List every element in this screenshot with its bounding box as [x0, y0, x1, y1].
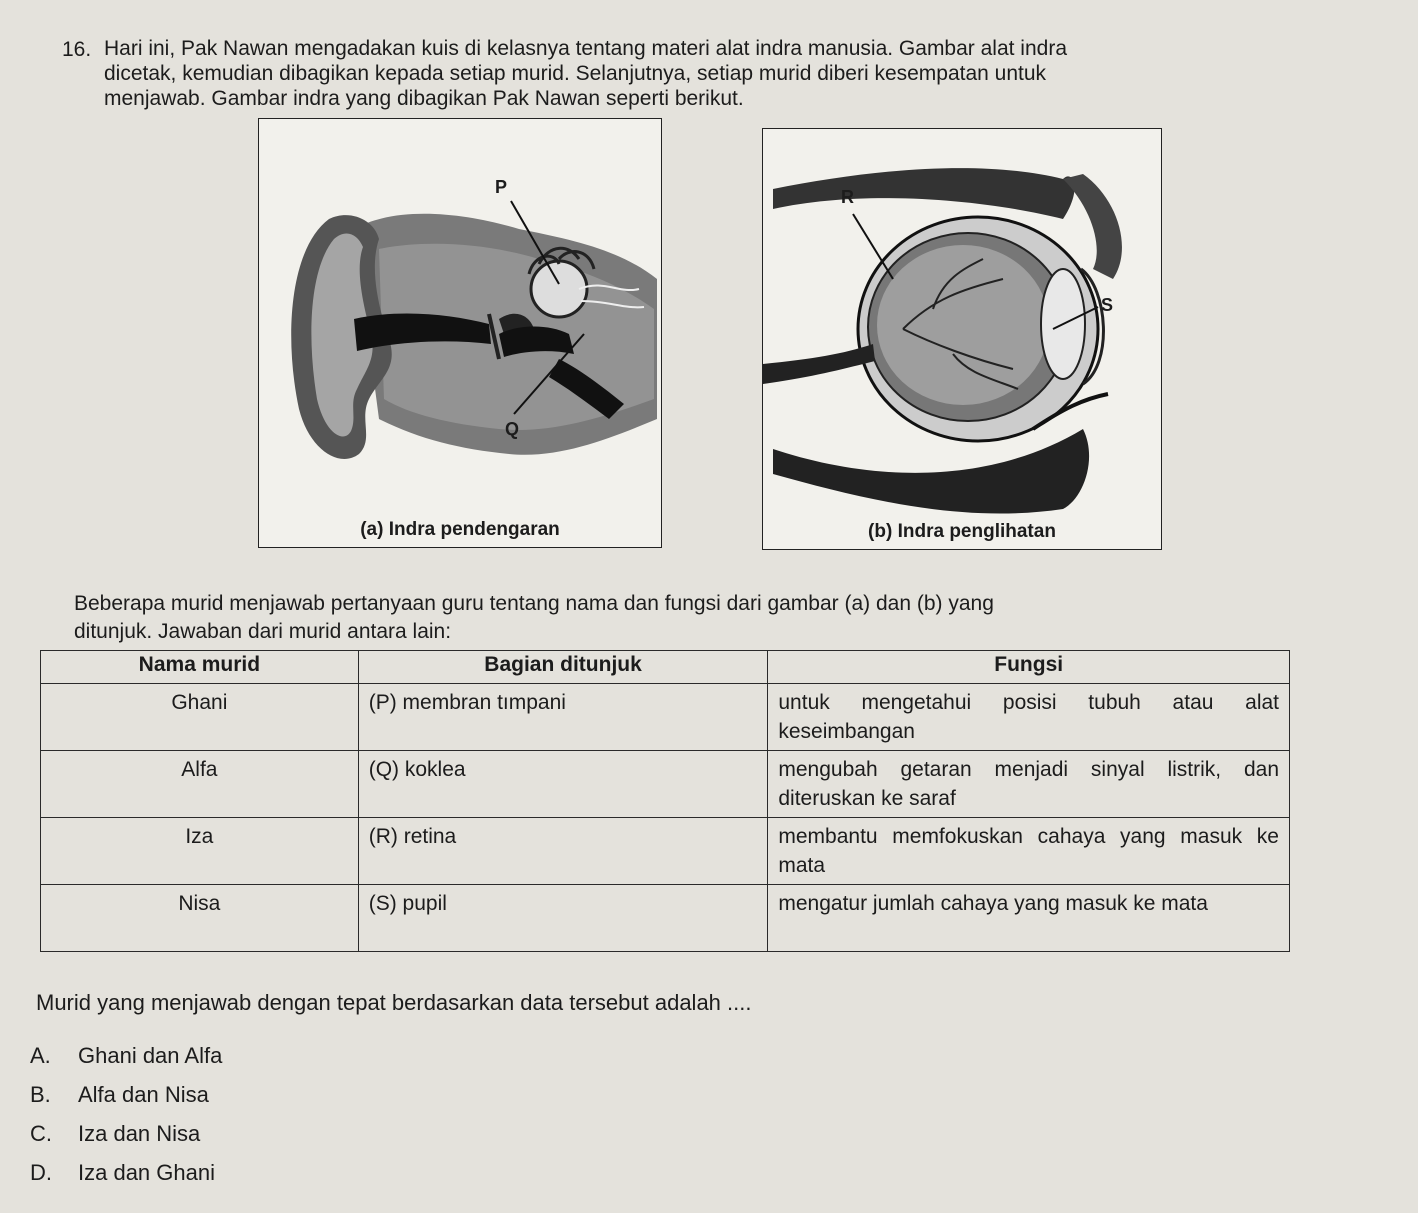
option-d[interactable] — [30, 1153, 222, 1192]
eye-figure — [762, 128, 1162, 550]
table-row — [41, 818, 1290, 885]
ear-figure — [258, 118, 662, 548]
option-text: Iza dan Ghani — [78, 1160, 215, 1185]
function-text: membantu memfokuskan cahaya yang masuk ke mata — [768, 818, 1290, 885]
question-line: Hari ini, Pak Nawan mengadakan kuis di kelasnya tentang materi alat indra manusia. Gambar alat indra — [104, 37, 1068, 60]
ear-illustration — [259, 119, 661, 547]
table-row — [41, 684, 1290, 751]
function-text: mengatur jumlah cahaya yang masuk ke mata — [768, 885, 1290, 952]
student-name: Iza — [41, 818, 359, 885]
option-letter: A. — [30, 1043, 51, 1068]
intro-text — [74, 590, 1394, 646]
option-text: Alfa dan Nisa — [78, 1082, 209, 1107]
option-a[interactable] — [30, 1036, 222, 1075]
question-number: 16. — [62, 38, 92, 61]
label-p: P — [495, 177, 508, 197]
question-text — [104, 36, 1319, 111]
label-q: Q — [505, 419, 520, 439]
intro-line: ditunjuk. Jawaban dari murid antara lain: — [74, 620, 452, 643]
header-function: Fungsi — [768, 651, 1290, 684]
eye-caption: (b) Indra penglihatan — [868, 521, 1056, 542]
table-row — [41, 751, 1290, 818]
answers-table — [40, 650, 1290, 952]
option-letter: B. — [30, 1082, 51, 1107]
part-pointed: (S) pupil — [358, 885, 768, 952]
student-name: Alfa — [41, 751, 359, 818]
option-letter: C. — [30, 1121, 52, 1146]
option-text: Iza dan Nisa — [78, 1121, 201, 1146]
student-name: Ghani — [41, 684, 359, 751]
eye-illustration — [763, 129, 1161, 549]
ear-caption: (a) Indra pendengaran — [360, 519, 560, 540]
part-pointed: (Q) koklea — [358, 751, 768, 818]
label-r: R — [841, 187, 854, 207]
question-prompt: Murid yang menjawab dengan tepat berdasarkan data tersebut adalah .... — [36, 990, 752, 1015]
function-text: untuk mengetahui posisi tubuh atau alat keseimbangan — [768, 684, 1290, 751]
question-line: dicetak, kemudian dibagikan kepada setiap murid. Selanjutnya, setiap murid diberi kesempatan untuk — [104, 62, 1047, 85]
answer-options — [30, 1036, 222, 1192]
option-c[interactable] — [30, 1114, 222, 1153]
option-b[interactable] — [30, 1075, 222, 1114]
part-pointed: (R) retina — [358, 818, 768, 885]
part-pointed: (P) membran tımpani — [358, 684, 768, 751]
header-part: Bagian ditunjuk — [358, 651, 768, 684]
student-name: Nisa — [41, 885, 359, 952]
table-header-row — [41, 651, 1290, 684]
question-line: menjawab. Gambar indra yang dibagikan Pak Nawan seperti berikut. — [104, 87, 744, 110]
label-s: S — [1101, 295, 1114, 315]
intro-line: Beberapa murid menjawab pertanyaan guru tentang nama dan fungsi dari gambar (a) dan (b) yang — [74, 592, 994, 615]
table-row — [41, 885, 1290, 952]
option-text: Ghani dan Alfa — [78, 1043, 223, 1068]
option-letter: D. — [30, 1160, 52, 1185]
header-name: Nama murid — [41, 651, 359, 684]
function-text: mengubah getaran menjadi sinyal listrik, dan diteruskan ke saraf — [768, 751, 1290, 818]
